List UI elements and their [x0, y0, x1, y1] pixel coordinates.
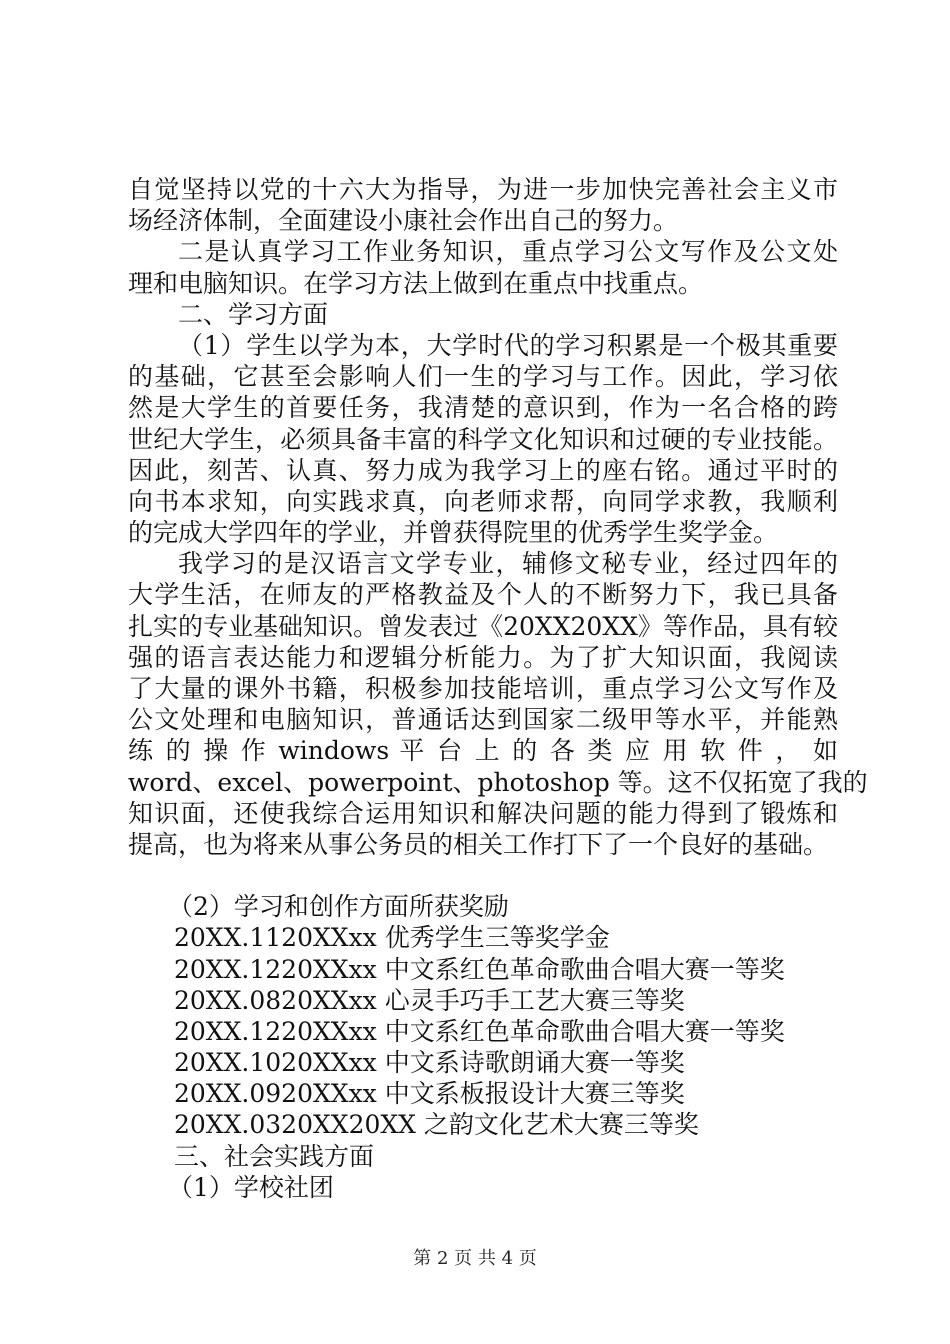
awards-heading: （2）学习和创作方面所获奖励 [168, 892, 509, 922]
section-heading: 二、学习方面 [178, 299, 329, 329]
paragraph-line: 的基础，它甚至会影响人们一生的学习与工作。因此，学习依 [128, 362, 838, 392]
award-item: 20XX.1120XXxx 优秀学生三等奖学金 [174, 923, 610, 953]
award-item: 20XX.1220XXxx 中文系红色革命歌曲合唱大赛一等奖 [174, 1016, 785, 1046]
document-body [128, 174, 868, 1203]
paragraph-line: 然是大学生的首要任务，我清楚的意识到，作为一名合格的跨 [128, 393, 838, 423]
subsection-heading: （1）学校社团 [168, 1172, 334, 1202]
paragraph-line: 扎实的专业基础知识。曾发表过《20XX20XX》等作品，具有较 [128, 611, 838, 641]
paragraph-line: word、excel、powerpoint、photoshop 等。这不仅拓宽了我的 [128, 767, 868, 797]
paragraph-line: 的完成大学四年的学业，并曾获得院里的优秀学生奖学金。 [128, 518, 779, 548]
award-item: 20XX.0320XX20XX 之韵文化艺术大赛三等奖 [174, 1110, 699, 1140]
award-item: 20XX.0920XXxx 中文系板报设计大赛三等奖 [174, 1079, 685, 1109]
paragraph-line: 提高，也为将来从事公务员的相关工作打下了一个良好的基础。 [128, 829, 829, 859]
paragraph-line: 练 的 操 作 windows 平 台 上 的 各 类 应 用 软 件 ， 如 [128, 736, 838, 766]
section-heading: 三、社会实践方面 [174, 1141, 375, 1171]
paragraph-line: 理和电脑知识。在学习方法上做到在重点中找重点。 [128, 268, 704, 298]
paragraph-line: 世纪大学生，必须具备丰富的科学文化知识和过硬的专业技能。 [128, 424, 838, 454]
paragraph-line: 因此，刻苦、认真、努力成为我学习上的座右铭。通过平时的 [128, 455, 838, 485]
blank-line [128, 860, 838, 891]
award-item: 20XX.1220XXxx 中文系红色革命歌曲合唱大赛一等奖 [174, 954, 785, 984]
award-item: 20XX.0820XXxx 心灵手巧手工艺大赛三等奖 [174, 985, 685, 1015]
paragraph-line: 知识面，还使我综合运用知识和解决问题的能力得到了锻炼和 [128, 798, 838, 828]
paragraph-line: 公文处理和电脑知识，普通话达到国家二级甲等水平，并能熟 [128, 705, 838, 735]
award-item: 20XX.1020XXxx 中文系诗歌朗诵大赛一等奖 [174, 1048, 685, 1078]
paragraph-line: 强的语言表达能力和逻辑分析能力。为了扩大知识面，我阅读 [128, 642, 838, 672]
paragraph-line: 场经济体制，全面建设小康社会作出自己的努力。 [128, 206, 679, 236]
paragraph-line: 大学生活，在师友的严格教益及个人的不断努力下，我已具备 [128, 580, 838, 610]
paragraph-line: 了大量的课外书籍，积极参加技能培训，重点学习公文写作及 [128, 674, 838, 703]
paragraph-line: 向书本求知，向实践求真，向老师求帮，向同学求教，我顺利 [128, 486, 838, 516]
paragraph-line: 自觉坚持以党的十六大为指导，为进一步加快完善社会主义市 [128, 175, 838, 204]
page-footer: 第 2 页 共 4 页 [413, 1248, 537, 1269]
paragraph-line: 二是认真学习工作业务知识，重点学习公文写作及公文处 [178, 237, 838, 267]
paragraph-line: 我学习的是汉语言文学专业，辅修文秘专业，经过四年的 [178, 549, 838, 579]
paragraph-line: （1）学生以学为本，大学时代的学习积累是一个极其重要 [178, 330, 838, 360]
